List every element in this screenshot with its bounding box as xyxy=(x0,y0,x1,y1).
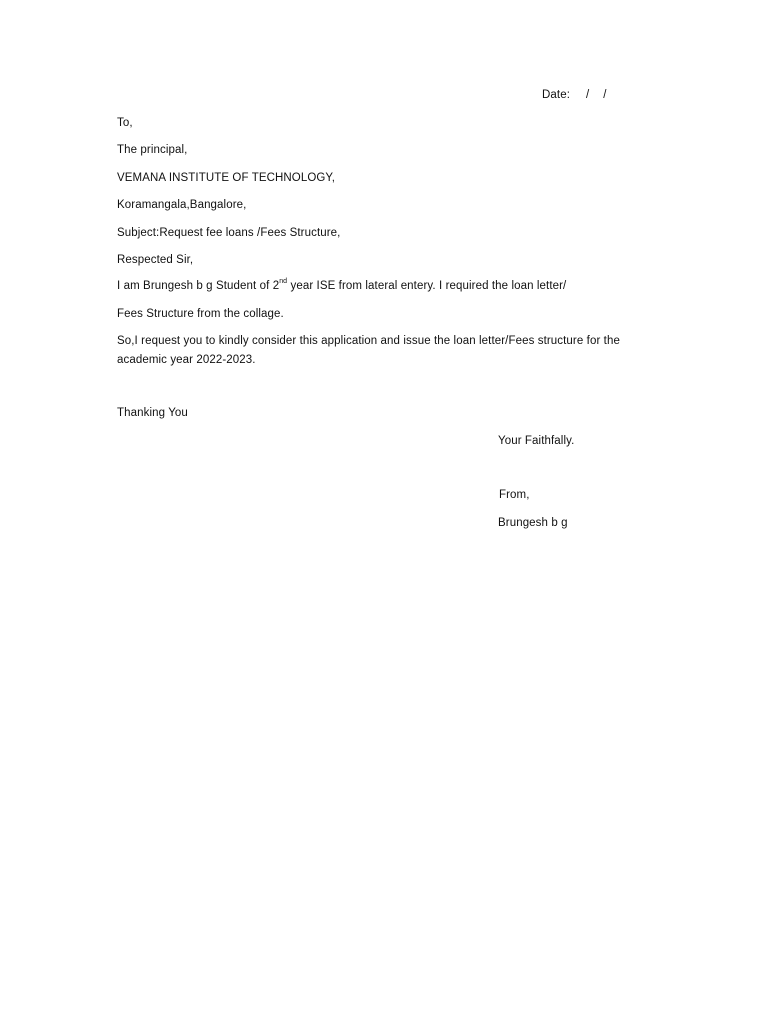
institute-name: VEMANA INSTITUTE OF TECHNOLOGY, xyxy=(117,172,336,184)
sender-name: Brungesh b g xyxy=(498,517,568,529)
body-paragraph-3: So,I request you to kindly consider this application and issue the loan letter/Fees structure for the academic year 2022-2023. xyxy=(117,335,620,366)
subject-line: Subject:Request fee loans /Fees Structure, xyxy=(117,227,341,239)
date-line xyxy=(542,86,607,105)
thanks-line: Thanking You xyxy=(117,407,188,419)
closing-line: Your Faithfally. xyxy=(498,435,575,447)
date-separator: / xyxy=(586,89,590,101)
greeting: Respected Sir, xyxy=(117,254,194,266)
recipient-title: The principal, xyxy=(117,144,188,156)
institute-address: Koramangala,Bangalore, xyxy=(117,199,247,211)
from-label: From, xyxy=(499,489,530,501)
body-text: I am Brungesh b g Student of 2 xyxy=(117,280,280,292)
ordinal-suffix: nd xyxy=(279,278,288,286)
salutation-to: To, xyxy=(117,117,133,129)
body-paragraph-2: Fees Structure from the collage. xyxy=(117,308,284,320)
body-paragraph-1 xyxy=(117,277,566,296)
date-label: Date: xyxy=(542,89,570,101)
date-separator: / xyxy=(603,89,607,101)
body-text: year ISE from lateral entery. I required the loan letter/ xyxy=(287,280,567,292)
